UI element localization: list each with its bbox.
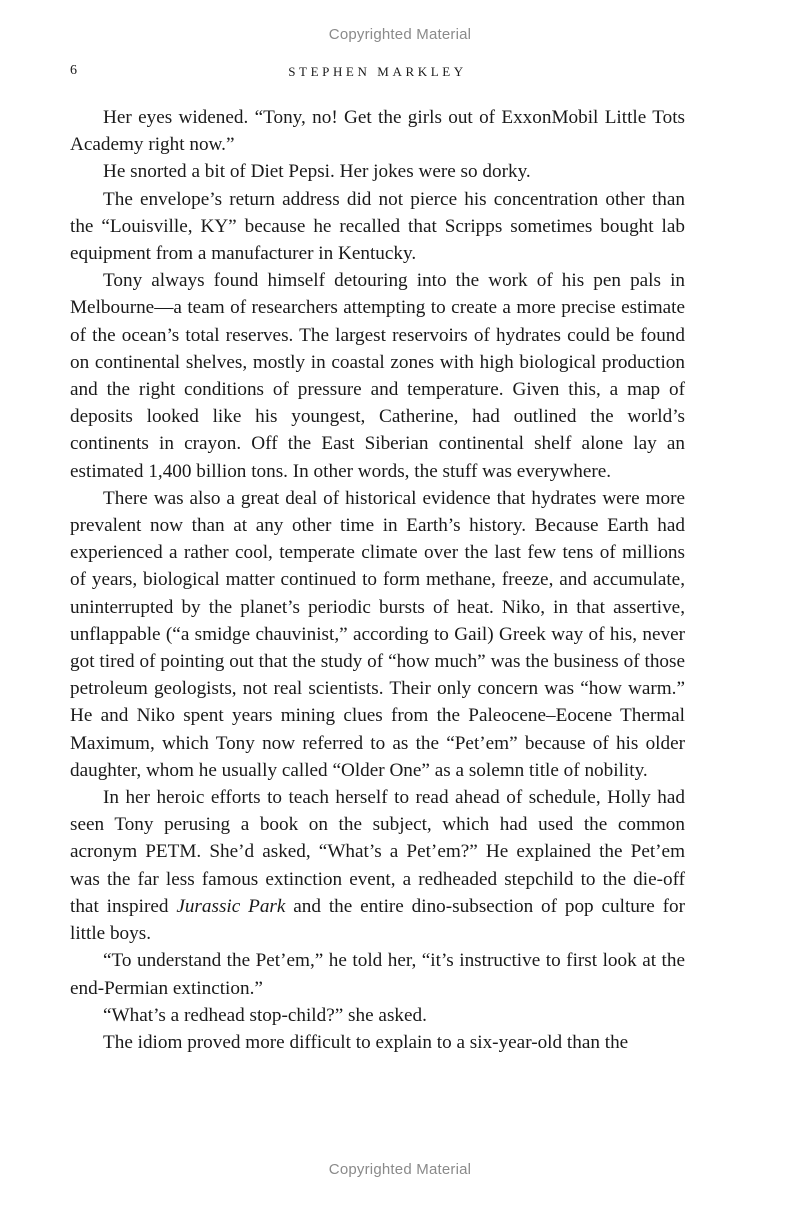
paragraph-9: The idiom proved more difficult to explain to a six-year-old than the (103, 1031, 629, 1053)
copyright-watermark-top: Copyrighted Material (328, 26, 472, 43)
paragraph-4: Tony always found himself detouring into the work of his pen pals in Melbourne—a team of researchers attempting to create a more precise estimate of the ocean’s total reserves. The largest reservoirs of hydrates could be found on continental shelves, mostly in coastal zones with high biological production and the right conditions of pressure and temperature. Given this, a map of deposits looked like his youngest, Catherine, had outlined the world’s continents in crayon. Off the East Siberian continental shelf alone lay an estimated 1,400 billion tons. In other words, the stuff was everywhere. (70, 270, 685, 482)
paragraph-2: He snorted a bit of Diet Pepsi. Her jokes were so dorky. (103, 161, 531, 183)
body-text (70, 104, 685, 1056)
paragraph-8: “What’s a redhead stop-child?” she asked. (103, 1004, 427, 1026)
running-title-author: STEPHEN MARKLEY (288, 64, 467, 79)
paragraph-6-text-before: In her heroic efforts to teach herself to read ahead of schedule, Holly had seen Tony perusing a book on the subject, which had used the common acronym PETM. She’d asked, “What’s a Pet’em?” He explained the Pet’em was the far less famous extinction event, a redheaded stepchild to the die-off that inspired (70, 787, 685, 917)
page-number: 6 (70, 63, 77, 78)
paragraph-3: The envelope’s return address did not pierce his concentration other than the “Louisville, KY” because he recalled that Scripps sometimes bought lab equipment from a manufacturer in Kentucky. (70, 188, 685, 265)
paragraph-6-text-after: and the entire dino-subsection of pop culture for little boys. (70, 895, 685, 945)
paragraph-1: Her eyes widened. “Tony, no! Get the girls out of ExxonMobil Little Tots Academy right now.” (70, 107, 685, 156)
paragraph-6 (70, 784, 685, 947)
book-title-italic: Jurassic Park (176, 895, 286, 917)
copyright-watermark-bottom: Copyrighted Material (328, 1161, 472, 1178)
paragraph-7: “To understand the Pet’em,” he told her, “it’s instructive to first look at the end-Permian extinction.” (70, 950, 685, 999)
paragraph-5: There was also a great deal of historical evidence that hydrates were more prevalent now than at any other time in Earth’s history. Because Earth had experienced a rather cool, temperate climate over the last few tens of millions of years, biological matter continued to form methane, freeze, and accumulate, uninterrupted by the planet’s periodic bursts of heat. Niko, in that assertive, unflappable (“a smidge chauvinist,” according to Gail) Greek way of his, never got tired of pointing out that the study of “how much” was the business of those petroleum geologists, not real scientists. Their only concern was “how warm.” He and Niko spent years mining clues from the Paleocene–Eocene Thermal Maximum, which Tony now referred to as the “Pet’em” because of his older daughter, whom he usually called “Older One” as a solemn title of nobility. (70, 487, 685, 781)
running-header (70, 63, 685, 83)
